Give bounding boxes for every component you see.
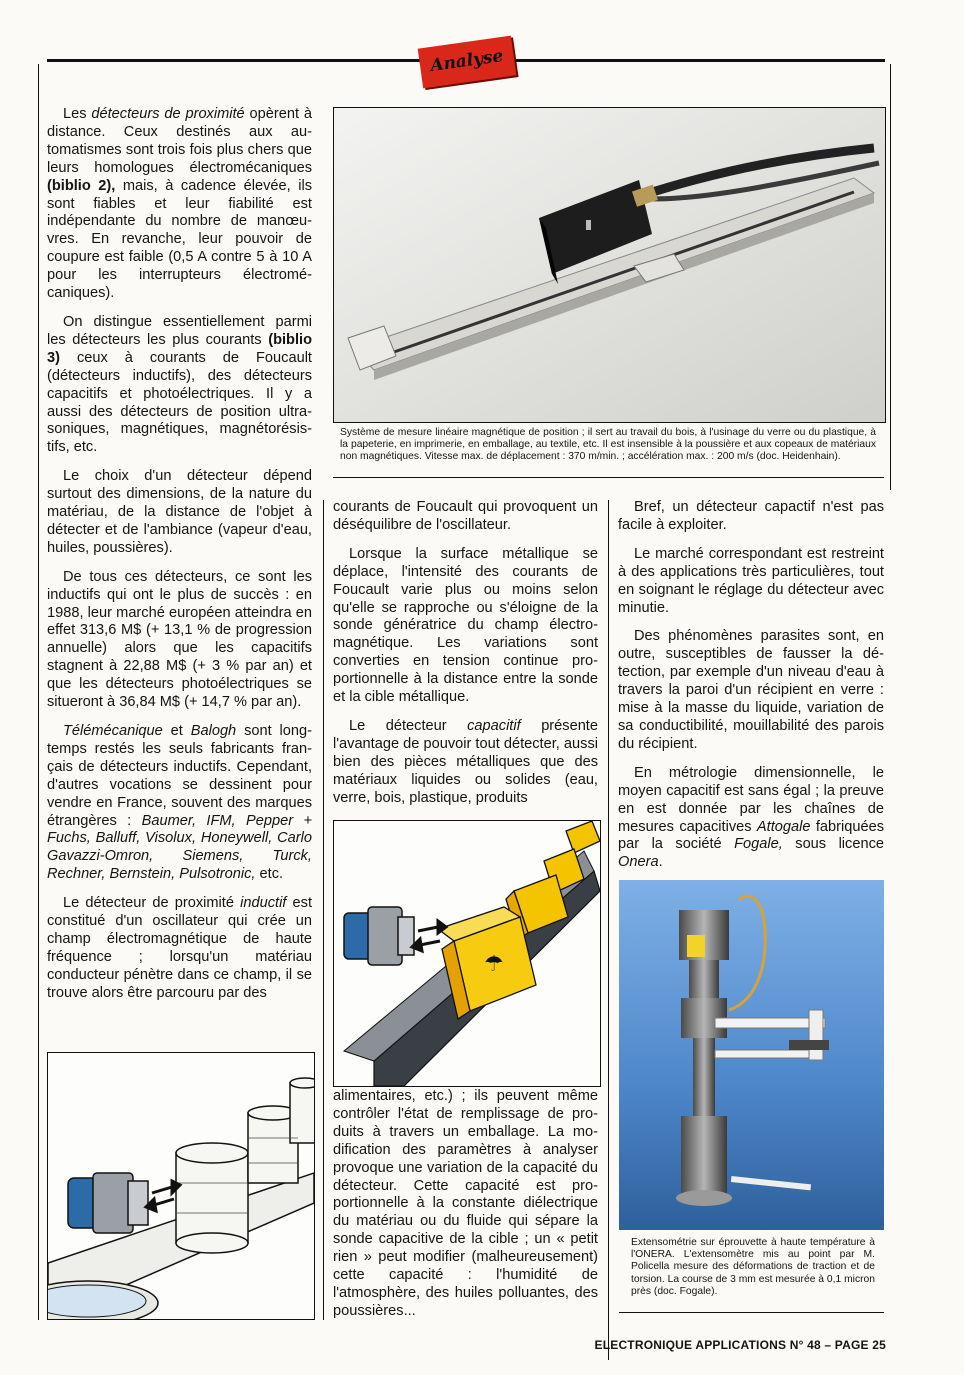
col3-paragraph-2: Le marché correspondant est restreint à des applications très particulières, tout en soignant le réglage du détecteur avec minutie. [618,545,884,616]
col3-paragraph-4: En métrologie dimensionnelle, le moyen capacitif est sans égal ; la preuve en est donnée par les chaînes de mesures capacitives Attogale fabriquées par la société Fogale, sous licence Onera. [618,764,884,871]
col2-paragraph-1: courants de Foucault qui provoquent un déséquilibre de l'oscillateur. [333,499,598,533]
col3-paragraph-3: Des phénomènes parasites sont, en outre, susceptibles de fausser la détection, par exemple d'un niveau d'eau à travers la paroi d'un récipient en verre : mise à la masse du liquide, variation de sa conductibilité, mouillabilité des parois du récipient. [618,628,884,752]
left-margin-rule [38,64,39,1320]
cans-illustration [48,1053,314,1319]
column-divider-1 [323,500,324,1320]
right-margin-rule [890,64,891,490]
col1-paragraph-1: Les détecteurs de proximité opèrent à distance. Ceux destinés aux automatismes sont trois fois plus chers que leurs homologues électromécaniques (biblio 2), mais, à cadence élevée, ils sont fiables et leur fiabilité est indépendante du nombre de manœuvres. En revanche, leur pouvoir de coupure est faible (0,5 A contre 5 à 10 A pour les interrupteurs électromécaniques). [47,106,312,302]
col2-paragraph-2: Lorsque la surface métallique se déplace, l'intensité des courants de Foucault varie plus ou moins selon qu'elle se rapproche ou s'éloigne de la sonde génératrice du champ électromagnétique. Les variations sont converties en tension continue proportionnelle à la distance entre la sonde et la cible métallique. [333,545,598,706]
svg-text:☂: ☂ [484,951,504,976]
col1-paragraph-6: Le détecteur de proximité inductif est constitué d'un oscillateur qui crée un champ électromagnétique de haute fréquence ; lorsqu'un matériau conducteur pénètre dans ce champ, il se trouve alors être parcouru par des [47,895,312,1001]
capacitive-sensor-boxes-drawing [333,820,601,1087]
linear-scale-photo [333,107,886,423]
col1-paragraph-2: On distingue essentiellement parmi les détecteurs les plus courants (biblio 3) ceux à courants de Foucault (détecteurs inductifs), des détecteurs capacitifs et photoélectriques. Il y a aussi des détecteurs de position ultrasoniques, magnétiques, magnétorésistifs, etc. [47,313,312,456]
linear-scale-illustration [334,108,885,422]
column-2 [333,499,598,819]
boxes-illustration [334,821,600,1086]
column-2-continued [333,1088,598,1332]
section-badge [418,36,517,89]
column-divider-2 [608,500,609,1360]
section-badge-label: Analyse [429,46,505,77]
extensometer-caption: Extensométrie sur éprouvette à haute température à l'ONERA. L'extensomètre mis au point par M. Policella mesure des déformations de traction et de torsion. La course de 3 mm est mesurée à 0,1 micron près (doc. Fogale). [631,1237,875,1297]
column-1 [47,106,312,1014]
col2-paragraph-3: Le détecteur capacitif présente l'avantage de pouvoir tout détecter, aussi bien des pièces métalliques que des matériaux liquides ou solides (eau, verre, bois, plastique, produits [333,717,598,806]
col1-paragraph-5: Télémécanique et Balogh sont longtemps restés les seuls fabricants français de détecteurs inductifs. Cependant, d'autres vocations se dessinent pour vendre en France, souvent des marques étrangères : Baumer, IFM, Pepper + Fuchs, Balluff, Visolux, Honeywell, Carlo Gavazzi-Omron, Siemens, Turck, Rechner, Bernstein, Pulsotronic, etc. [47,723,312,883]
figure-right-bottom-rule [619,1312,884,1313]
col1-paragraph-4: De tous ces détecteurs, ce sont les inductifs qui ont le plus de succès : en 1988, leur marché européen atteindra en effet 313,6 M$ (+ 13,1 % de progression annuelle) alors que les capacitifs stagnent à 22,88 M$ (+ 3 % par an) et que les détecteurs photoélectriques se situeront à 36,84 M$ (+ 14,7 % par an). [47,568,312,711]
col1-paragraph-3: Le choix d'un détecteur dépend surtout des dimensions, de la nature du matériau, de la distance de l'objet à détecter et de l'ambiance (vapeur d'eau, huiles, poussières). [47,468,312,556]
inductive-sensor-cans-drawing [47,1052,315,1320]
page-footer: ELECTRONIQUE APPLICATIONS N° 48 – PAGE 25 [594,1338,886,1352]
figure-top-bottom-rule [333,477,884,478]
column-3 [618,499,884,883]
linear-scale-caption: Système de mesure linéaire magnétique de position ; il sert au travail du bois, à l'usinage du verre ou du plastique, à la papeterie, en imprimerie, en emballage, au textile, etc. Il est insensible à la poussière et aux copeaux de matériaux non magnétiques. Vitesse max. de déplacement : 370 m/min. ; accélération max. : 200 m/s (doc. Heidenhain). [340,427,876,463]
col2-paragraph-4: alimentaires, etc.) ; ils peuvent même contrôler l'état de remplissage de produits à travers un emballage. La modification des paramètres à analyser provoque une variation de la capacité du détecteur. Cette capacité est proportionnelle à la constante diélectrique du matériau ou du fluide qui sépare la sonde capacitive de la cible ; un « petit rien » peut modifier (malheureusement) cette capacité : l'humidité de l'atmosphère, des huiles polluantes, des poussières... [333,1088,598,1319]
extensometer-illustration [619,880,884,1230]
extensometer-photo [619,880,884,1230]
col3-paragraph-1: Bref, un détecteur capactif n'est pas facile à exploiter. [618,499,884,533]
